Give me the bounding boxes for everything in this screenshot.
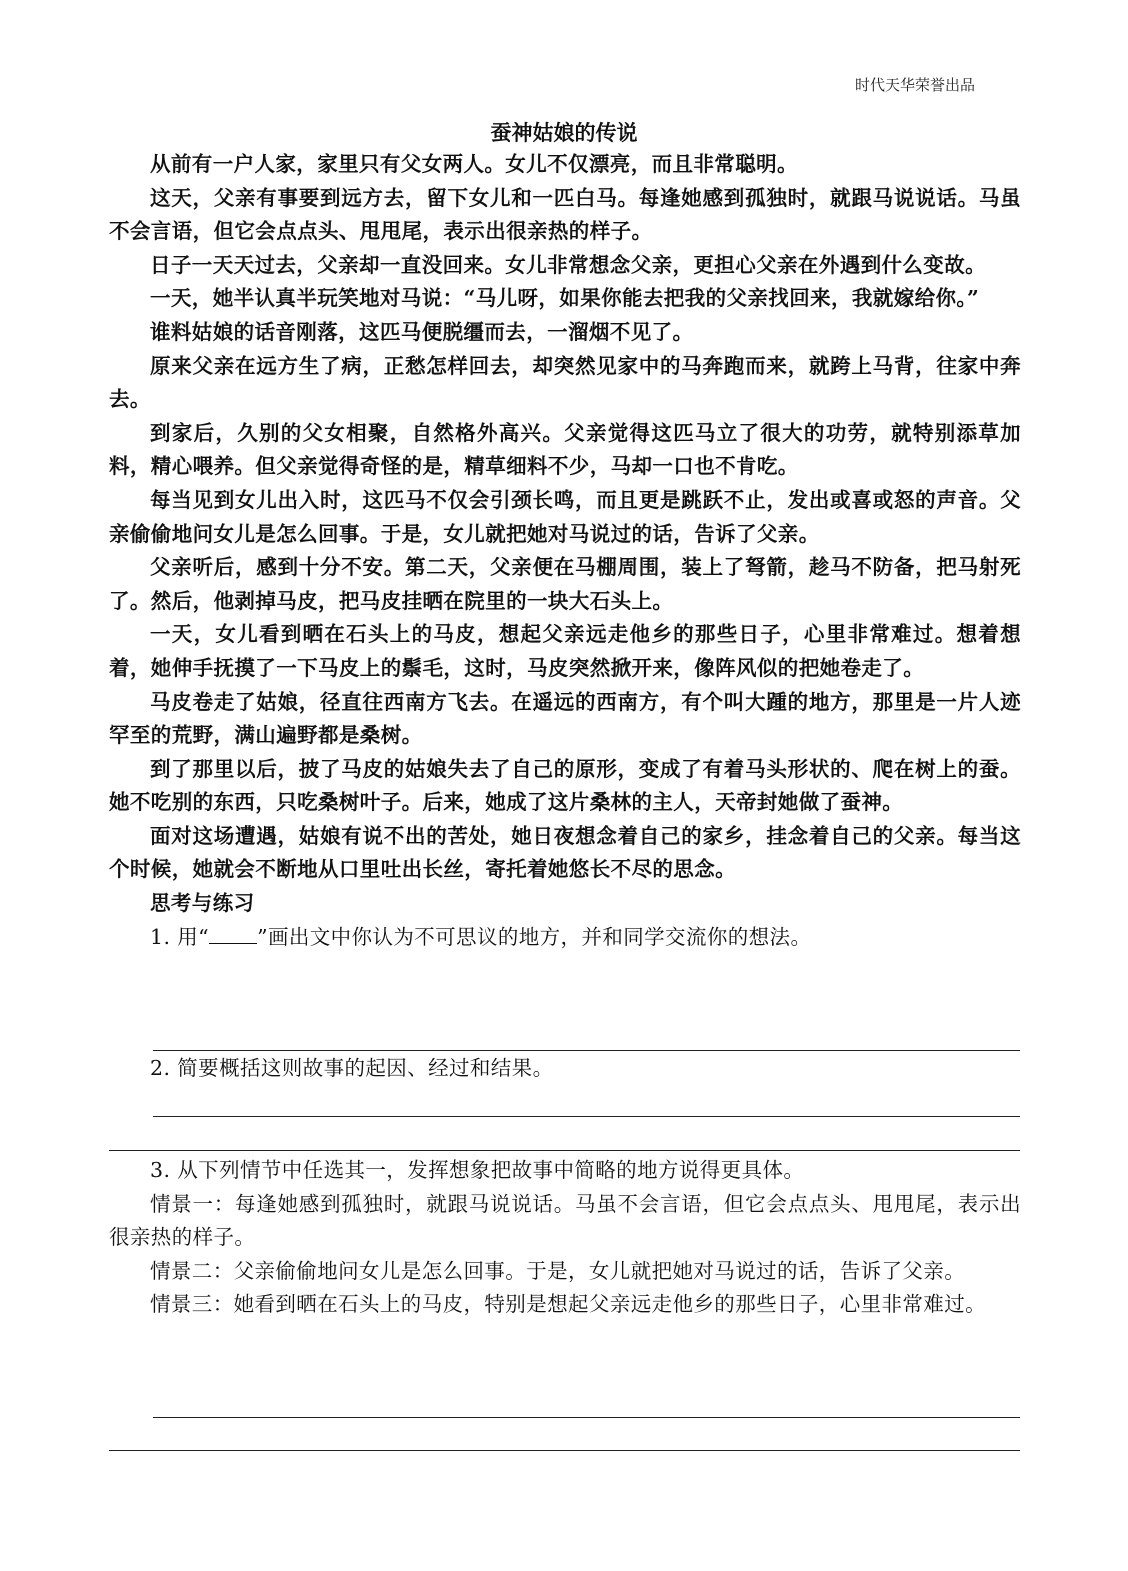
story-paragraph: 谁料姑娘的话音刚落，这匹马便脱缰而去，一溜烟不见了。 [150, 319, 694, 344]
exercises-heading: 思考与练习 [150, 891, 255, 916]
question-3: 3. 从下列情节中任选其一，发挥想象把故事中简略的地方说得更具体。 [150, 1158, 805, 1182]
story-paragraph: 一天，她半认真半玩笑地对马说：“马儿呀，如果你能去把我的父亲找回来，我就嫁给你。” [150, 286, 980, 311]
answer-line-q3-2[interactable] [109, 1450, 1020, 1451]
answer-line-q2-2[interactable] [109, 1150, 1020, 1151]
answer-line-q1[interactable] [153, 1050, 1020, 1051]
answer-line-q2-1[interactable] [153, 1116, 1020, 1117]
story-paragraph: 这天，父亲有事要到远方去，留下女儿和一匹白马。每逢她感到孤独时，就跟马说说话。马虽不会言语，但它会点点头、甩甩尾，表示出很亲热的样子。 [109, 185, 1021, 244]
question-2-block [109, 1052, 1021, 1086]
question-2: 2. 简要概括这则故事的起因、经过和结果。 [150, 1056, 554, 1080]
question-3-block [109, 1154, 1021, 1322]
story-title: 蚕神姑娘的传说 [490, 120, 638, 145]
question-1-suffix: ”画出文中你认为不可思议的地方，并和同学交流你的想法。 [257, 924, 812, 949]
story-paragraph: 每当见到女儿出入时，这匹马不仅会引颈长鸣，而且更是跳跃不止，发出或喜或怒的声音。父亲偷偷地问女儿是怎么回事。于是，女儿就把她对马说过的话，告诉了父亲。 [109, 487, 1021, 546]
story-paragraph: 一天，女儿看到晒在石头上的马皮，想起父亲远走他乡的那些日子，心里非常难过。想着想着，她伸手抚摸了一下马皮上的鬃毛，这时，马皮突然掀开来，像阵风似的把她卷走了。 [109, 622, 1021, 680]
story-paragraph: 从前有一户人家，家里只有父女两人。女儿不仅漂亮，而且非常聪明。 [150, 152, 798, 176]
story-paragraph: 到家后，久别的父女相聚，自然格外高兴。父亲觉得这匹马立了很大的功劳，就特别添草加料，精心喂养。但父亲觉得奇怪的是，精草细料不少，马却一口也不肯吃。 [109, 420, 1021, 479]
publisher-label: 时代天华荣誉出品 [854, 76, 975, 94]
story-body [109, 148, 1021, 954]
story-paragraph: 日子一天天过去，父亲却一直没回来。女儿非常想念父亲，更担心父亲在外遇到什么变故。 [150, 252, 986, 277]
scene-1: 情景一：每逢她感到孤独时，就跟马说说话。马虽不会言语，但它会点点头、甩甩尾，表示出很亲热的样子。 [109, 1191, 1021, 1250]
story-paragraph: 面对这场遭遇，姑娘有说不出的苦处，她日夜想念着自己的家乡，挂念着自己的父亲。每当这个时候，她就会不断地从口里吐出长丝，寄托着她悠长不尽的思念。 [109, 823, 1021, 882]
story-paragraph: 父亲听后，感到十分不安。第二天，父亲便在马棚周围，装上了弩箭，趁马不防备，把马射死了。然后，他剥掉马皮，把马皮挂晒在院里的一块大石头上。 [109, 555, 1021, 613]
story-paragraph: 马皮卷走了姑娘，径直往西南方飞去。在遥远的西南方，有个叫大踵的地方，那里是一片人迹罕至的荒野，满山遍野都是桑树。 [109, 689, 1021, 748]
question-1 [109, 921, 1021, 955]
question-1-prefix: 1. 用“ [150, 924, 210, 949]
scene-3: 情景三：她看到晒在石头上的马皮，特别是想起父亲远走他乡的那些日子，心里非常难过。 [150, 1292, 986, 1317]
story-paragraph: 到了那里以后，披了马皮的姑娘失去了自己的原形，变成了有着马头形状的、爬在树上的蚕。她不吃别的东西，只吃桑树叶子。后来，她成了这片桑林的主人，天帝封她做了蚕神。 [109, 756, 1021, 815]
answer-line-q3-1[interactable] [153, 1417, 1020, 1418]
underline-sample [209, 921, 257, 944]
scene-2: 情景二：父亲偷偷地问女儿是怎么回事。于是，女儿就把她对马说过的话，告诉了父亲。 [150, 1258, 966, 1283]
story-paragraph: 原来父亲在远方生了病，正愁怎样回去，却突然见家中的马奔跑而来，就跨上马背，往家中奔去。 [109, 353, 1021, 412]
